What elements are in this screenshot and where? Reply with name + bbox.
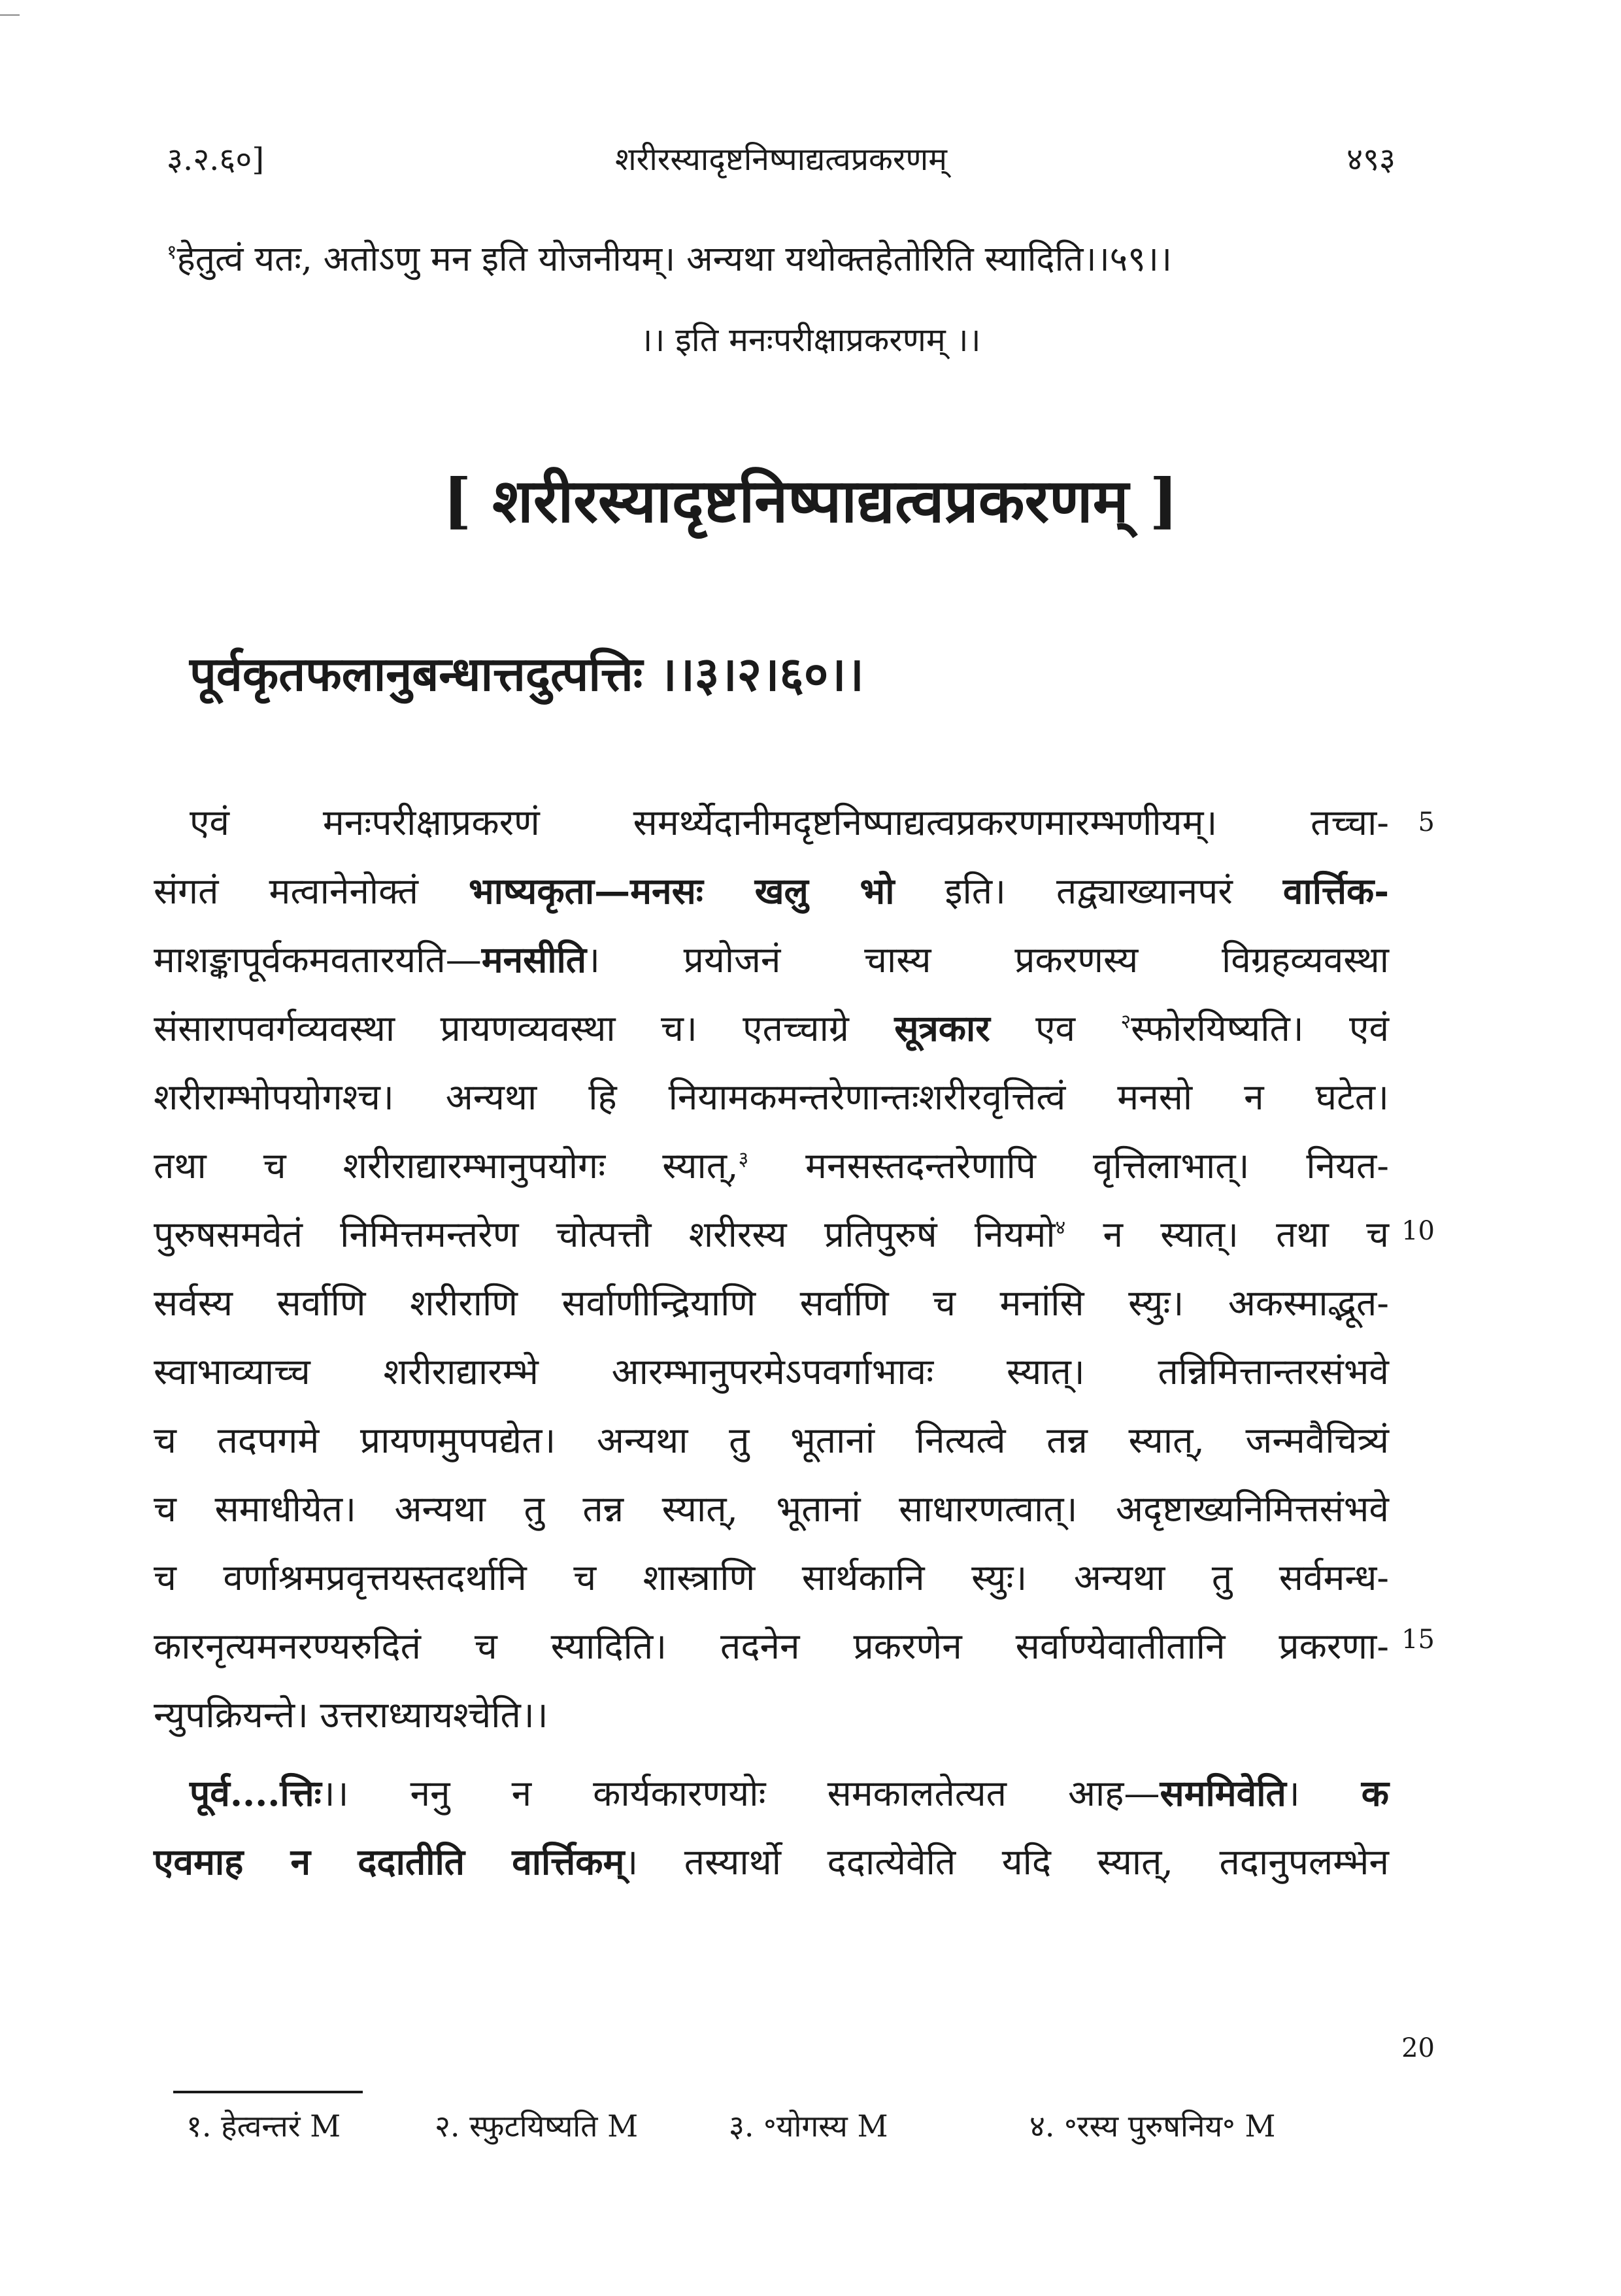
footnote-rule bbox=[173, 2091, 363, 2093]
body-line-7 bbox=[154, 1213, 1389, 1256]
bold-term: मनसीति bbox=[481, 938, 587, 981]
bold-term: क bbox=[1361, 1772, 1389, 1814]
line-number-10: 10 bbox=[1401, 1216, 1435, 1246]
bold-term: भाष्यकृता—मनसः खलु भो bbox=[469, 869, 895, 912]
text: । तस्यार्थो ददात्येवेति यदि स्यात्, तदानुपलम्भेन bbox=[624, 1841, 1389, 1883]
bold-term: सममिवेति bbox=[1160, 1772, 1286, 1814]
text: मनसस्तदन्तरेणापि वृत्तिलाभात्। नियत- bbox=[805, 1145, 1389, 1187]
bold-term: एवमाह न ददातीति वार्त्तिकम् bbox=[154, 1840, 625, 1883]
line-number-15: 15 bbox=[1401, 1625, 1435, 1655]
scan-edge-mark bbox=[0, 14, 20, 16]
text: स्फोरयिष्यति। एवं bbox=[1131, 1007, 1390, 1049]
section-end-colophon: ।। इति मनःपरीक्षाप्रकरणम् ।। bbox=[640, 321, 981, 359]
body-line-3 bbox=[154, 938, 1389, 981]
body-line-13: कारनृत्यमनरण्यरुदितं च स्यादिति। तदनेन प्रकरणेन सर्वाण्येवातीतानि प्रकरणा- bbox=[154, 1625, 1389, 1667]
body-line-15 bbox=[190, 1772, 1389, 1815]
text: संसारापवर्गव्यवस्था प्रायणव्यवस्था च। एतच्चाग्रे bbox=[154, 1007, 849, 1049]
running-header bbox=[167, 137, 1395, 190]
footnote-4: ४. ॰रस्य पुरुषनिय॰ M bbox=[1029, 2108, 1276, 2144]
body-line-1: एवं मनःपरीक्षाप्रकरणं समर्थ्येदानीमदृष्टनिष्पाद्यत्वप्रकरणमारम्भणीयम्। तच्चा- bbox=[190, 802, 1389, 843]
text: इति। तद्व्याख्यानपरं bbox=[944, 870, 1233, 912]
footnote-1: १. हेत्वन्तरं M bbox=[186, 2108, 341, 2144]
text: । प्रयोजनं चास्य प्रकरणस्य विग्रहव्यवस्था bbox=[586, 939, 1389, 981]
text: न स्यात्। तथा च bbox=[1103, 1213, 1390, 1255]
header-title: शरीरस्यादृष्टनिष्पाद्यत्वप्रकरणम् bbox=[615, 141, 947, 178]
text: एव bbox=[1035, 1007, 1076, 1049]
footnote-marker: ३ bbox=[738, 1147, 749, 1171]
body-line-2 bbox=[154, 869, 1389, 913]
text: माशङ्कापूर्वकमवतारयति— bbox=[154, 939, 482, 981]
body-line-11: च समाधीयेत। अन्यथा तु तन्न स्यात्, भूतानां साधारणत्वात्। अदृष्टाख्यनिमित्तसंभवे bbox=[154, 1488, 1389, 1530]
body-line-5: शरीराम्भोपयोगश्च। अन्यथा हि नियामकमन्तरेणान्तःशरीरवृत्तित्वं मनसो न घटेत। bbox=[154, 1076, 1389, 1118]
footnote-marker: २ bbox=[1120, 1010, 1131, 1034]
body-line-8: सर्वस्य सर्वाणि शरीराणि सर्वाणीन्द्रियाणि सर्वाणि च मनांसि स्युः। अकस्माद्भूत- bbox=[154, 1282, 1389, 1324]
page-number: ४९३ bbox=[1346, 141, 1395, 178]
body-line-12: च वर्णाश्रमप्रवृत्तयस्तदर्थानि च शास्त्राणि सार्थकानि स्युः। अन्यथा तु सर्वमन्ध- bbox=[154, 1557, 1389, 1598]
text: तथा च शरीराद्यारम्भानुपयोगः स्यात्, bbox=[154, 1145, 739, 1187]
continued-text: हेतुत्वं यतः, अतोऽणु मन इति योजनीयम्। अन्यथा यथोक्तहेतोरिति स्यादिति।।५९।। bbox=[176, 239, 1172, 279]
body-line-14: न्युपक्रियन्ते। उत्तराध्यायश्चेति।। bbox=[154, 1694, 548, 1736]
body-line-4 bbox=[154, 1007, 1389, 1050]
footnote-marker: ४ bbox=[1055, 1216, 1066, 1240]
body-line-9: स्वाभाव्याच्च शरीराद्यारम्भे आरम्भानुपरमेऽपवर्गाभावः स्यात्। तन्निमित्तान्तरसंभवे bbox=[154, 1351, 1389, 1393]
line-number-5: 5 bbox=[1418, 807, 1435, 837]
continued-text-line bbox=[167, 239, 1172, 280]
footnote-2: २. स्फुटयिष्यति M bbox=[435, 2108, 639, 2144]
text: ।। ननु न कार्यकारणयोः समकालतेत्यत आह— bbox=[321, 1772, 1160, 1814]
header-section-ref: ३.२.६०] bbox=[167, 141, 265, 178]
line-number-20: 20 bbox=[1401, 2033, 1435, 2063]
footnote-3: ३. ॰योगस्य M bbox=[729, 2108, 888, 2144]
sutra-line: पूर्वकृतफलानुबन्धात्तदुत्पत्तिः ।।३।२।६०।। bbox=[190, 646, 864, 701]
body-line-10: च तदपगमे प्रायणमुपपद्येत। अन्यथा तु भूतानां नित्यत्वे तन्न स्यात्, जन्मवैचित्र्यं bbox=[154, 1419, 1389, 1461]
footnote-marker: १ bbox=[167, 241, 177, 264]
body-line-16 bbox=[154, 1840, 1389, 1883]
text: संगतं मत्वानेनोक्तं bbox=[154, 870, 418, 912]
bold-term: सूत्रकार bbox=[894, 1007, 990, 1049]
section-title: [ शरीरस्यादृष्टनिष्पाद्यत्वप्रकरणम् ] bbox=[443, 465, 1178, 536]
text: पुरुषसमवेतं निमित्तमन्तरेण चोत्पत्तौ शरीरस्य प्रतिपुरुषं नियमो bbox=[154, 1213, 1056, 1255]
bold-term: वार्त्तिक- bbox=[1282, 869, 1390, 912]
bold-term: पूर्व....त्तिः bbox=[190, 1772, 322, 1814]
text: । bbox=[1286, 1772, 1300, 1814]
footnotes bbox=[186, 2105, 1389, 2157]
body-line-6 bbox=[154, 1144, 1389, 1187]
